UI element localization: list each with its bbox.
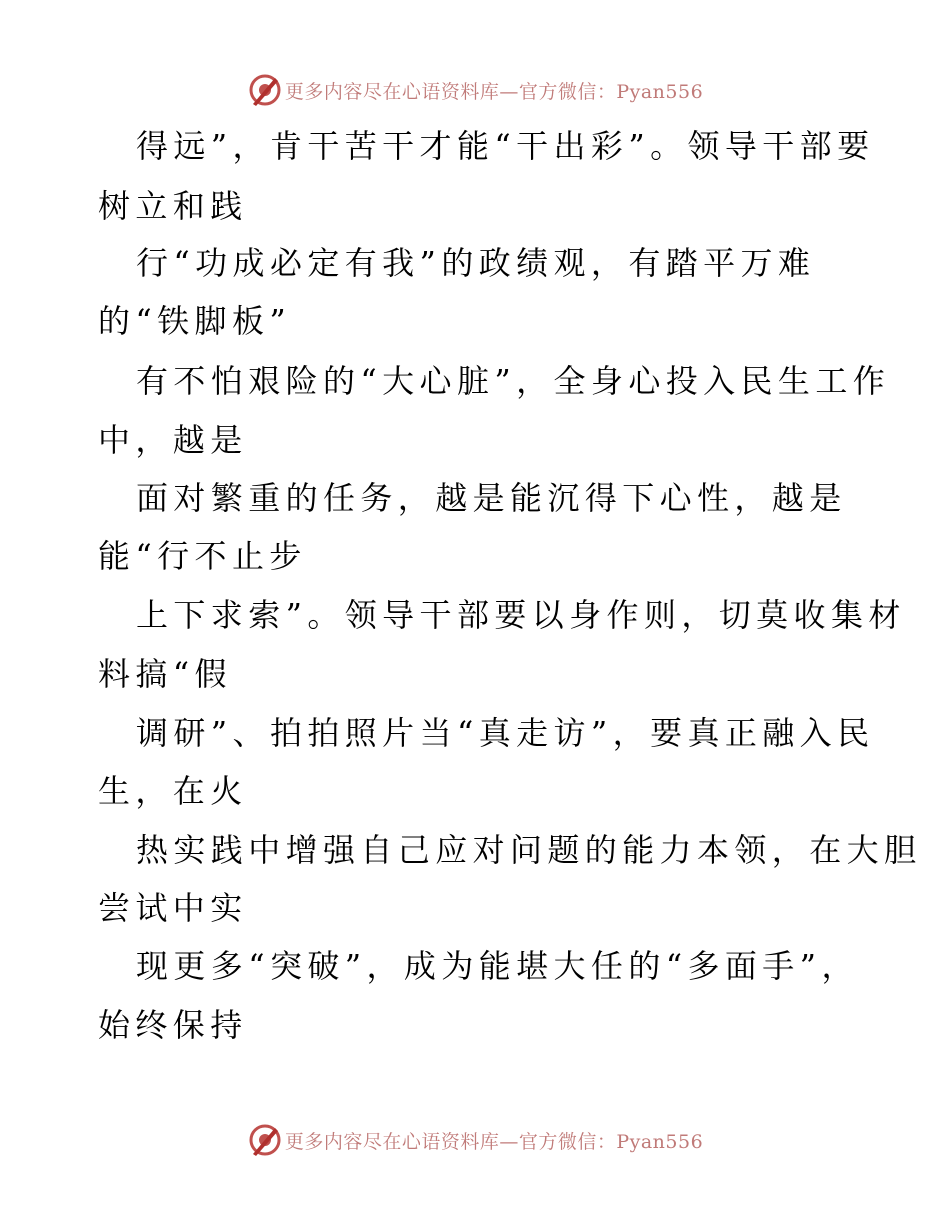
- body-line: 有不怕艰险的“大心脏”，全身心投入民生工作: [136, 362, 891, 400]
- body-line: 上下求索”。领导干部要以身作则，切莫收集材: [136, 596, 906, 634]
- body-line: 热实践中增强自己应对问题的能力本领，在大胆: [136, 831, 922, 869]
- watermark-text: 更多内容尽在心语资料库—官方微信：Pyan556: [284, 80, 704, 103]
- body-line: 中，越是: [98, 421, 248, 459]
- footer-watermark: [0, 1122, 950, 1158]
- watermark-text: 更多内容尽在心语资料库—官方微信：Pyan556: [284, 1130, 704, 1153]
- body-line: 得远”，肯干苦干才能“干出彩”。领导干部要: [136, 127, 875, 165]
- body-line: 调研”、拍拍照片当“真走访”，要真正融入民: [136, 714, 875, 752]
- body-line: 生，在火: [98, 772, 248, 810]
- body-line: 现更多“突破”，成为能堪大任的“多面手”，: [136, 947, 859, 985]
- body-line: 树立和践: [98, 187, 248, 225]
- body-line: 面对繁重的任务，越是能沉得下心性，越是: [136, 479, 847, 517]
- quill-logo-icon: [247, 1122, 283, 1158]
- body-line: 尝试中实: [98, 889, 248, 927]
- body-line: 料搞“假: [98, 655, 232, 693]
- body-line: 行“功成必定有我”的政绩观，有踏平万难: [136, 244, 816, 282]
- body-line: 始终保持: [98, 1006, 248, 1044]
- body-line: 的“铁脚板”: [98, 302, 292, 340]
- body-line: 能“行不止步: [98, 537, 307, 575]
